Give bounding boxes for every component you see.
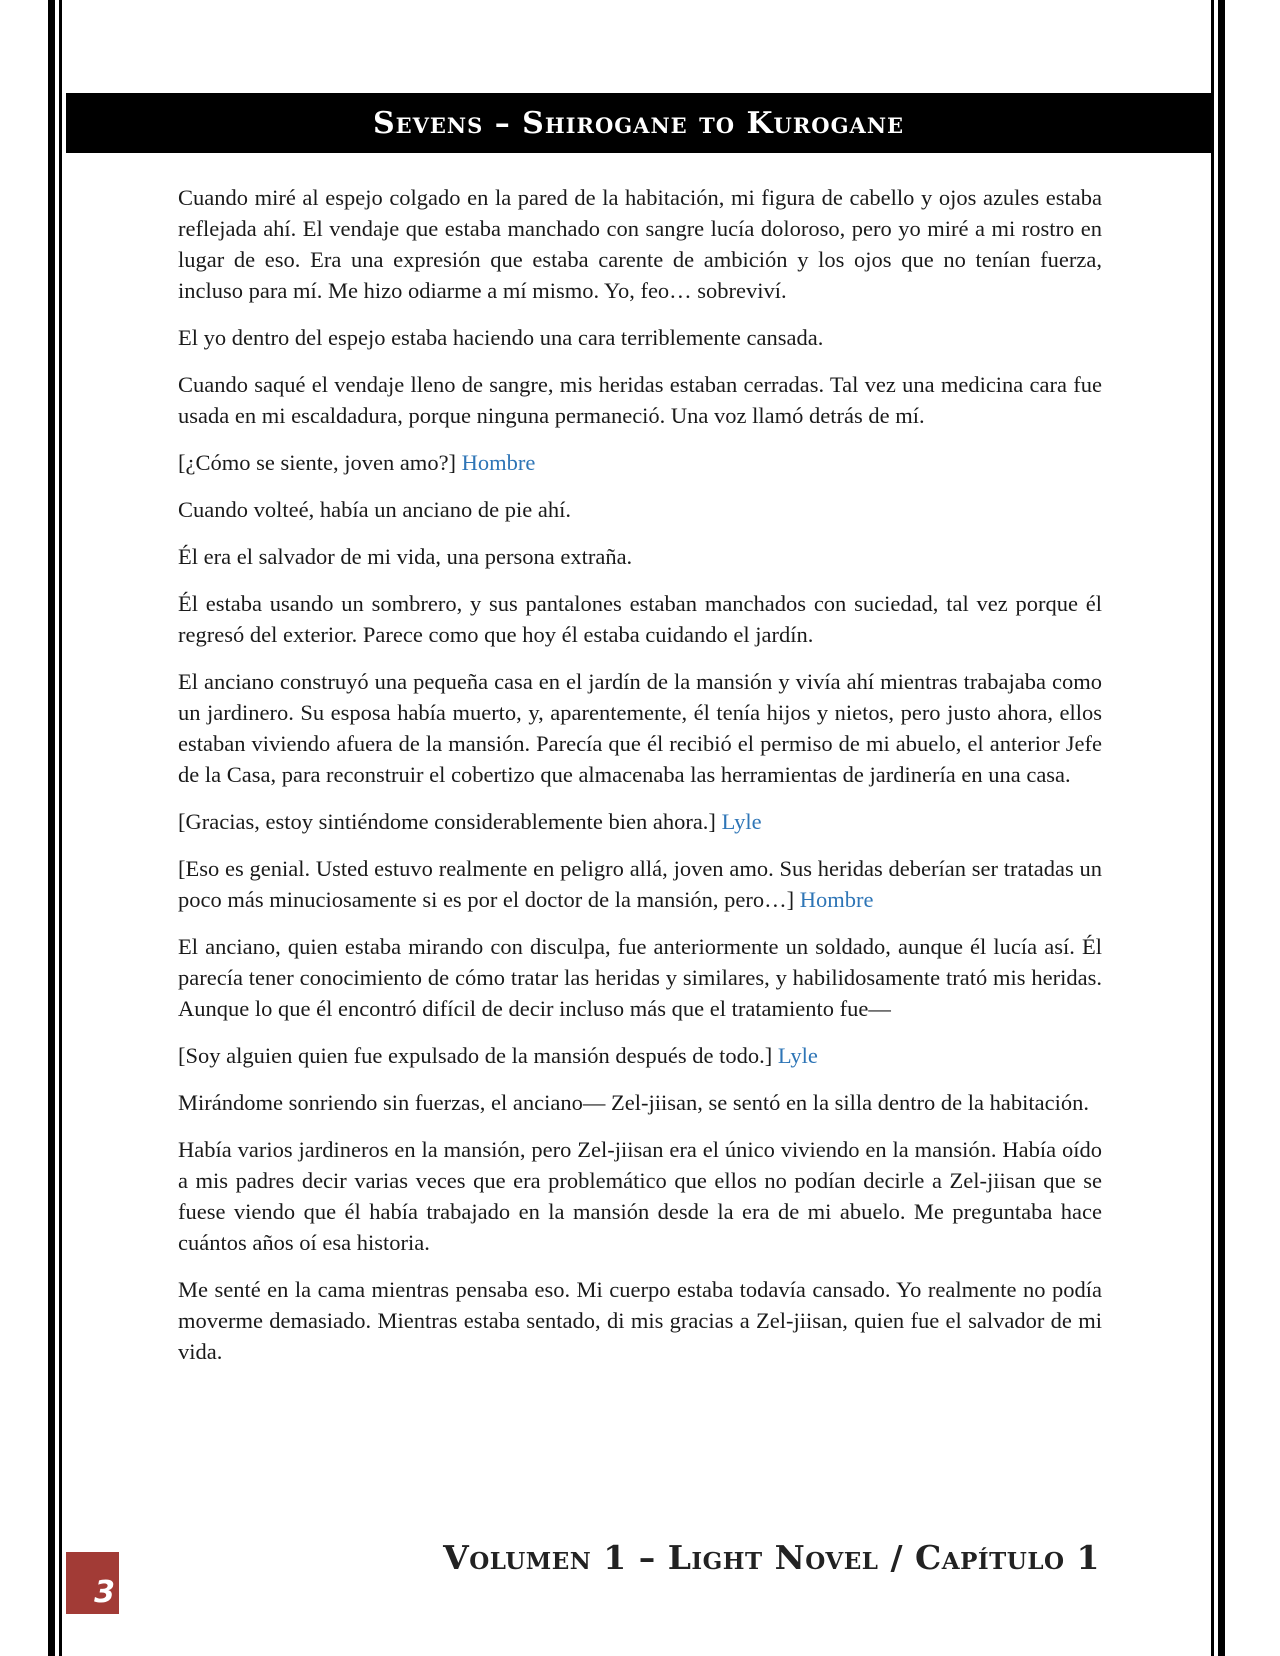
paragraph: Mirándome sonriendo sin fuerzas, el anciano— Zel-jiisan, se sentó en la silla dentro de la habitación. [178, 1090, 1089, 1115]
speaker-name: Hombre [799, 887, 874, 912]
dialogue-line: [¿Cómo se siente, joven amo?] Hombre [178, 450, 536, 475]
page-number-badge [66, 1552, 119, 1614]
paragraph: Él estaba usando un sombrero, y sus pantalones estaban manchados con suciedad, tal vez porque él regresó del exterior. Parece como que hoy él estaba cuidando el jardín. [178, 591, 1102, 647]
page-border-right-inner [1211, 0, 1214, 1656]
paragraph: Cuando miré al espejo colgado en la pared de la habitación, mi figura de cabello y ojos azules estaba reflejada ahí. El vendaje que estaba manchado con sangre lucía doloroso, pero yo miré a mi rostro en lugar de eso. Era una expresión que estaba carente de ambición y los ojos que no tenían fuerza, incluso para mí. Me hizo odiarme a mí mismo. Yo, feo… sobreviví. [178, 185, 1102, 303]
page-header-title: Sevens – Shirogane to Kurogane [372, 105, 905, 141]
paragraph: El anciano, quien estaba mirando con disculpa, fue anteriormente un soldado, aunque él lucía así. Él parecía tener conocimiento de cómo tratar las heridas y similares, y habilidosamente trató mis heridas. Aunque lo que él encontró difícil de decir incluso más que el tratamiento fue— [178, 934, 1102, 1021]
dialogue-line: [Soy alguien quien fue expulsado de la mansión después de todo.] Lyle [178, 1043, 818, 1068]
header-bar [66, 93, 1211, 153]
page-border-left-outer [48, 0, 55, 1656]
speaker-name: Hombre [461, 450, 536, 475]
dialogue-line: [Eso es genial. Usted estuvo realmente en peligro allá, joven amo. Sus heridas deberían ser tratadas un poco más minuciosamente si es por el doctor de la mansión, pero…] Hombre [178, 856, 1102, 912]
speaker-name: Lyle [721, 809, 762, 834]
paragraph: El yo dentro del espejo estaba haciendo una cara terriblemente cansada. [178, 325, 824, 350]
dialogue-line: [Gracias, estoy sintiéndome considerablemente bien ahora.] Lyle [178, 809, 762, 834]
footer-chapter-title: Volumen 1 – Light Novel / Capítulo 1 [443, 1538, 1100, 1577]
paragraph: Él era el salvador de mi vida, una persona extraña. [178, 544, 633, 569]
speaker-name: Lyle [777, 1043, 818, 1068]
paragraph: Me senté en la cama mientras pensaba eso. Mi cuerpo estaba todavía cansado. Yo realmente no podía moverme demasiado. Mientras estaba sentado, di mis gracias a Zel-jiisan, quien fue el salvador de mi vida. [178, 1277, 1102, 1364]
page-number: 3 [94, 1575, 115, 1610]
chapter-body [178, 182, 1102, 1383]
paragraph: Cuando volteé, había un anciano de pie ahí. [178, 497, 571, 522]
paragraph: El anciano construyó una pequeña casa en el jardín de la mansión y vivía ahí mientras trabajaba como un jardinero. Su esposa había muerto, y, aparentemente, él tenía hijos y nietos, pero justo ahora, ellos estaban viviendo afuera de la mansión. Parecía que él recibió el permiso de mi abuelo, el anterior Jefe de la Casa, para reconstruir el cobertizo que almacenaba las herramientas de jardinería en una casa. [178, 669, 1102, 787]
paragraph: Cuando saqué el vendaje lleno de sangre, mis heridas estaban cerradas. Tal vez una medicina cara fue usada en mi escaldadura, porque ninguna permaneció. Una voz llamó detrás de mí. [178, 372, 1102, 428]
paragraph: Había varios jardineros en la mansión, pero Zel-jiisan era el único viviendo en la mansión. Había oído a mis padres decir varias veces que era problemático que ellos no podían decirle a Zel-jiisan que se fuese viendo que él había trabajado en la mansión desde la era de mi abuelo. Me preguntaba hace cuántos años oí esa historia. [178, 1137, 1102, 1255]
page-border-left-inner [59, 0, 62, 1656]
page-border-right-outer [1218, 0, 1225, 1656]
